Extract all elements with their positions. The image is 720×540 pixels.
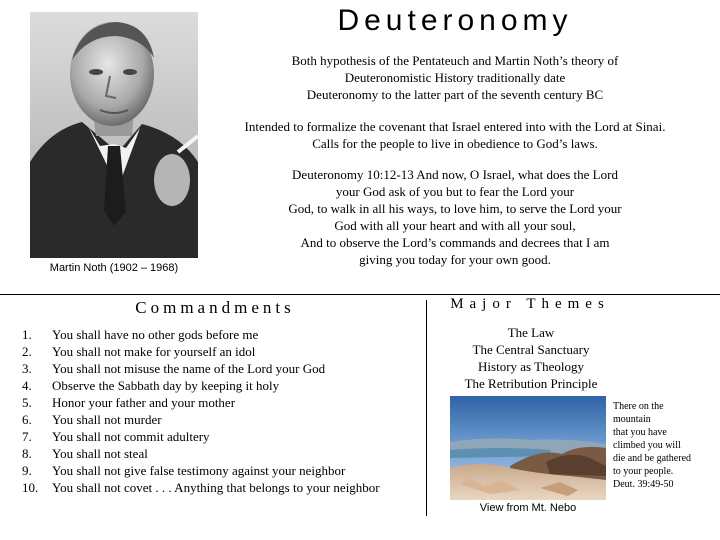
photo-caption: Martin Noth (1902 – 1968) <box>49 262 179 274</box>
list-item: The Retribution Principle <box>464 376 598 391</box>
text-line: Deut. 39:49-50 <box>613 479 674 490</box>
item-number: 3. <box>22 361 32 376</box>
text-line: And to observe the Lord’s commands and decrees that I am <box>300 235 610 250</box>
list-item <box>22 445 422 462</box>
list-item: History as Theology <box>478 359 584 374</box>
list-item <box>22 343 422 360</box>
text-line: giving you today for your own good. <box>359 252 551 267</box>
list-item <box>22 428 422 445</box>
text-line: your God ask of you but to fear the Lord your <box>335 184 575 199</box>
page-title: Deuteronomy <box>337 4 573 37</box>
text-line: Deuteronomy to the latter part of the seventh century BC <box>306 87 604 102</box>
vertical-divider <box>426 300 427 516</box>
item-number: 7. <box>22 429 32 444</box>
item-number: 10. <box>22 480 39 495</box>
item-number: 8. <box>22 446 32 461</box>
item-text: Honor your father and your mother <box>52 395 236 410</box>
text-line: Deuteronomy 10:12-13 And now, O Israel, what does the Lord <box>292 167 618 182</box>
item-number: 4. <box>22 378 32 393</box>
item-number: 2. <box>22 344 32 359</box>
text-line: that you have <box>613 427 667 438</box>
commandments-heading: Commandments <box>135 298 295 317</box>
list-item <box>22 394 422 411</box>
item-text: You shall not steal <box>52 446 148 461</box>
item-text: You shall not make for yourself an idol <box>52 344 256 359</box>
themes-list <box>440 324 622 392</box>
list-item <box>22 411 422 428</box>
item-text: You shall not misuse the name of the Lord your God <box>52 361 326 376</box>
item-text: You shall have no other gods before me <box>52 327 259 342</box>
commandments-list <box>22 326 422 496</box>
item-number: 6. <box>22 412 32 427</box>
text-line: die and be gathered <box>613 453 692 464</box>
text-line: mountain <box>613 414 651 425</box>
text-line: Deuteronomistic History traditionally date <box>344 70 566 85</box>
list-item <box>22 462 422 479</box>
horizontal-divider <box>0 294 720 295</box>
scripture-quote <box>250 166 660 268</box>
item-text: You shall not commit adultery <box>52 429 210 444</box>
text-line: Intended to formalize the covenant that Israel entered into with the Lord at Sinai. <box>244 119 666 134</box>
martin-noth-photo <box>30 12 198 258</box>
item-text: Observe the Sabbath day by keeping it holy <box>52 378 280 393</box>
list-item: The Law <box>507 325 555 340</box>
item-text: You shall not covet . . . Anything that belongs to your neighbor <box>52 480 380 495</box>
themes-heading: Major Themes <box>450 296 610 312</box>
item-text: You shall not murder <box>52 412 162 427</box>
nebo-caption: View from Mt. Nebo <box>479 502 577 514</box>
text-line: There on the <box>613 401 664 412</box>
intro-paragraph-covenant <box>210 118 700 152</box>
text-line: Calls for the people to live in obedience to God’s laws. <box>312 136 598 151</box>
item-number: 1. <box>22 327 32 342</box>
list-item <box>22 326 422 343</box>
item-number: 9. <box>22 463 32 478</box>
mt-nebo-photo <box>450 396 606 500</box>
text-line: to your people. <box>613 466 674 477</box>
intro-paragraph-dating <box>250 52 660 103</box>
list-item <box>22 377 422 394</box>
list-item <box>22 479 422 496</box>
text-line: climbed you will <box>613 440 681 451</box>
nebo-quote <box>613 400 713 491</box>
item-text: You shall not give false testimony against your neighbor <box>52 463 346 478</box>
text-line: Both hypothesis of the Pentateuch and Martin Noth’s theory of <box>291 53 619 68</box>
list-item: The Central Sanctuary <box>472 342 590 357</box>
list-item <box>22 360 422 377</box>
text-line: God, to walk in all his ways, to love him, to serve the Lord your <box>288 201 622 216</box>
text-line: God with all your heart and with all your soul, <box>334 218 576 233</box>
item-number: 5. <box>22 395 32 410</box>
